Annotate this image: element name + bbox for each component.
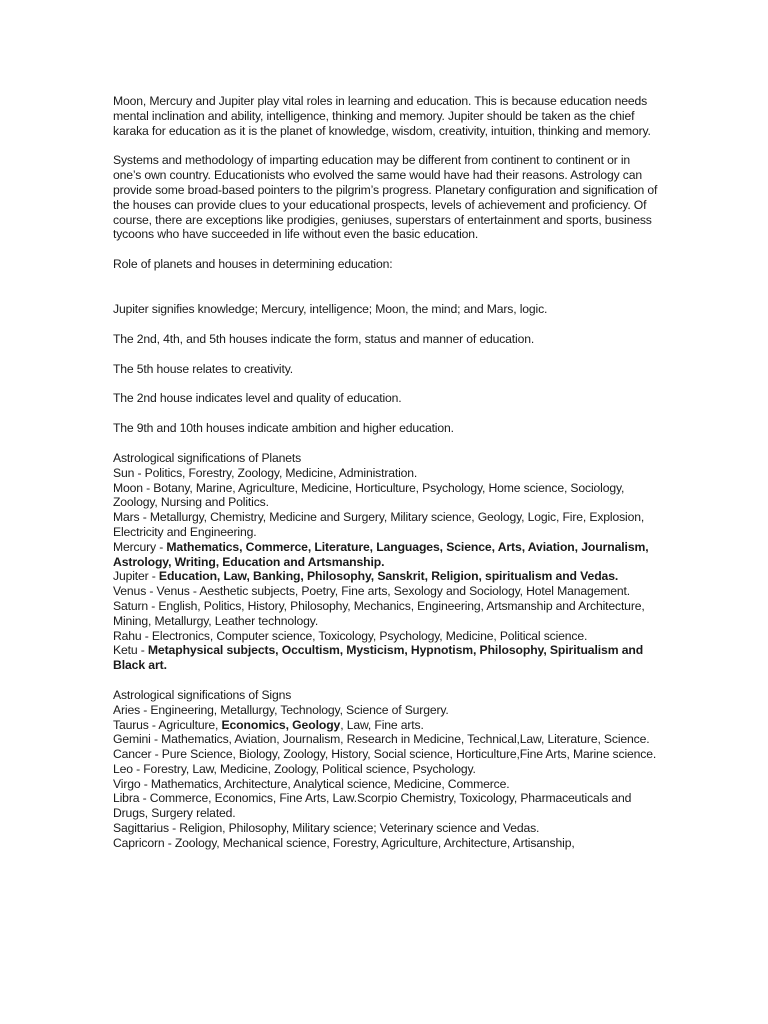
- planet-jupiter-subjects: Education, Law, Banking, Philosophy, Sanskrit, Religion, spiritualism and Vedas.: [158, 569, 619, 584]
- sign-gemini: Gemini - Mathematics, Aviation, Journalism, Research in Medicine, Technical,Law, Literature, Science.: [113, 732, 650, 747]
- intro-paragraph-1: Moon, Mercury and Jupiter play vital roles in learning and education. This is because education needs mental inclination and ability, intelligence, thinking and memory. Jupiter should be taken as the chief karaka for education as it is the planet of knowledge, wisdom, creativity, intuition, thinking and memory.: [113, 94, 651, 138]
- planets-heading: Astrological significations of Planets: [113, 450, 302, 465]
- planet-jupiter-label: Jupiter -: [113, 569, 159, 584]
- sign-virgo: Virgo - Mathematics, Architecture, Analytical science, Medicine, Commerce.: [113, 776, 510, 791]
- signs-section: [113, 688, 658, 851]
- document-body: [113, 94, 658, 851]
- planet-rahu: Rahu - Electronics, Computer science, Toxicology, Psychology, Medicine, Political science.: [113, 628, 588, 643]
- planet-saturn: Saturn - English, Politics, History, Philosophy, Mechanics, Engineering, Artsmanship and Architecture, Mining, Metallurgy, Leather technology.: [113, 598, 645, 628]
- planet-mercury: [113, 540, 658, 570]
- planet-venus: Venus - Venus - Aesthetic subjects, Poetry, Fine arts, Sexology and Sociology, Hotel Management.: [113, 584, 630, 599]
- planet-moon: Moon - Botany, Marine, Agriculture, Medicine, Horticulture, Psychology, Home science, Sociology, Zoology, Nursing and Politics.: [113, 480, 625, 510]
- roles-heading: Role of planets and houses in determining education:: [113, 257, 393, 272]
- planet-ketu-label: Ketu -: [113, 643, 148, 658]
- sign-taurus-rest: , Law, Fine arts.: [340, 717, 424, 732]
- sign-taurus-bold: Economics, Geology: [221, 717, 341, 732]
- sign-aries: Aries - Engineering, Metallurgy, Technology, Science of Surgery.: [113, 702, 449, 717]
- intro-paragraph-2: Systems and methodology of imparting education may be different from continent to continent or in one’s own country. Educationists who evolved the same would have had their reasons. Astrology can provide some broad-based pointers to the pilgrim’s progress. Planetary configuration and signification of the houses can provide clues to your educational prospects, levels of achievement and proficiency. Of course, there are exceptions like prodigies, geniuses, superstars of entertainment and sports, business tycoons who have succeeded in life without even the basic education.: [113, 153, 658, 242]
- planet-mars: Mars - Metallurgy, Chemistry, Medicine and Surgery, Military science, Geology, Logic, Fire, Explosion, Electricity and Engineering.: [113, 510, 645, 539]
- planet-jupiter: [113, 569, 658, 584]
- role-item: The 5th house relates to creativity.: [113, 361, 293, 376]
- sign-leo: Leo - Forestry, Law, Medicine, Zoology, Political science, Psychology.: [113, 761, 476, 776]
- planets-section: [113, 451, 658, 673]
- sign-taurus: [113, 718, 658, 733]
- sign-capricorn: Capricorn - Zoology, Mechanical science, Forestry, Agriculture, Architecture, Artisanship,: [113, 835, 575, 850]
- role-item: Jupiter signifies knowledge; Mercury, intelligence; Moon, the mind; and Mars, logic.: [113, 301, 548, 316]
- sign-libra: Libra - Commerce, Economics, Fine Arts, Law.Scorpio Chemistry, Toxicology, Pharmaceuticals and Drugs, Surgery related.: [113, 791, 632, 821]
- signs-heading: Astrological significations of Signs: [113, 687, 292, 702]
- role-item: The 2nd house indicates level and quality of education.: [113, 391, 402, 406]
- role-item: The 2nd, 4th, and 5th houses indicate the form, status and manner of education.: [113, 331, 535, 346]
- planet-mercury-label: Mercury -: [113, 539, 167, 554]
- sign-taurus-label: Taurus - Agriculture,: [113, 717, 222, 732]
- planet-mercury-subjects: Mathematics, Commerce, Literature, Languages, Science, Arts, Aviation, Journalism, Astrology, Writing, Education and Artsmanship.: [113, 539, 649, 569]
- sign-sagittarius: Sagittarius - Religion, Philosophy, Military science; Veterinary science and Vedas.: [113, 821, 540, 836]
- sign-cancer: Cancer - Pure Science, Biology, Zoology, History, Social science, Horticulture,Fine Arts, Marine science.: [113, 747, 657, 762]
- role-item: The 9th and 10th houses indicate ambition and higher education.: [113, 421, 454, 436]
- planet-ketu: [113, 643, 658, 673]
- planet-sun: Sun - Politics, Forestry, Zoology, Medicine, Administration.: [113, 465, 418, 480]
- planet-ketu-subjects: Metaphysical subjects, Occultism, Mysticism, Hypnotism, Philosophy, Spiritualism and Black art.: [113, 643, 644, 673]
